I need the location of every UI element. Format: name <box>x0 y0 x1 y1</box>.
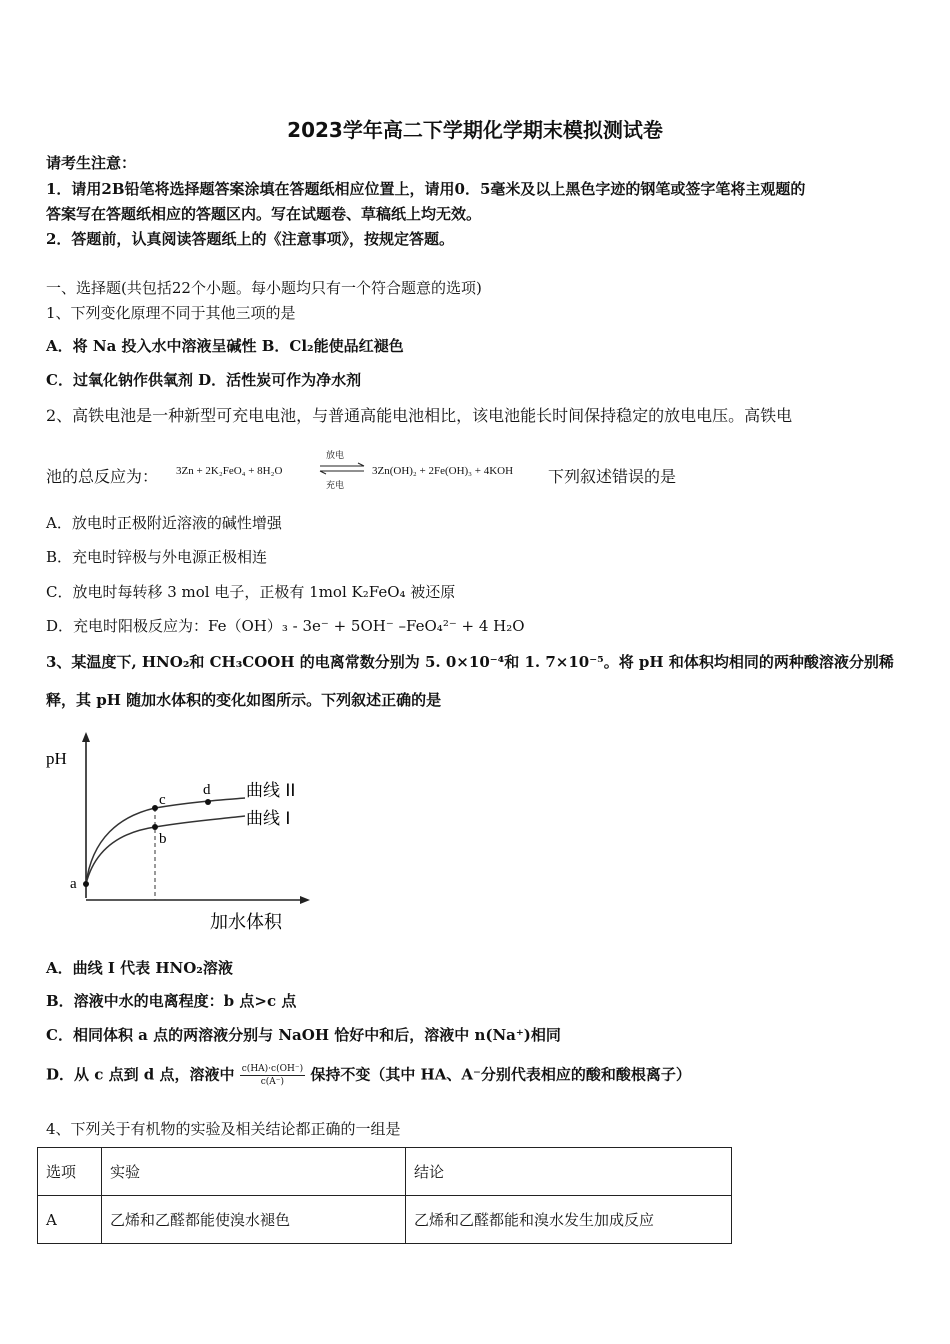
point-d <box>205 799 211 805</box>
cell-option: A <box>38 1196 102 1244</box>
y-axis-label: pH <box>46 749 67 768</box>
header-experiment: 实验 <box>102 1148 406 1196</box>
equation-reactants: 3Zn + 2K₂FeO₄ + 8H₂O <box>176 465 283 477</box>
q3-stem-line-2: 释，其 pH 随加水体积的变化如图所示。下列叙述正确的是 <box>46 691 442 709</box>
q2-option-a: A．放电时正极附近溶液的碱性增强 <box>46 514 282 532</box>
y-axis-arrow-icon <box>82 732 90 742</box>
q3-option-c: C．相同体积 a 点的两溶液分别与 NaOH 恰好中和后，溶液中 n(Na⁺)相同 <box>46 1026 561 1044</box>
q2-option-c: C．放电时每转移 3 mol 电子，正极有 1mol K₂FeO₄ 被还原 <box>46 583 456 601</box>
curve-i-label: 曲线 I <box>246 809 291 829</box>
q4-table <box>37 1147 732 1244</box>
q2-option-b: B．充电时锌极与外电源正极相连 <box>46 548 268 566</box>
fraction-denominator: c(A⁻) <box>260 1077 285 1087</box>
table-header-row <box>38 1148 732 1196</box>
fraction <box>240 1063 305 1088</box>
fraction-numerator: c(HA)·c(OH⁻) <box>241 1064 304 1074</box>
q3-option-a: A．曲线 I 代表 HNO₂溶液 <box>46 959 233 977</box>
double-arrow-icon <box>318 462 366 476</box>
q1-options-cd: C．过氧化钠作供氧剂 D．活性炭可作为净水剂 <box>46 371 362 389</box>
page-title: 2023学年高二下学期化学期末模拟测试卷 <box>287 118 663 142</box>
point-b <box>152 824 158 830</box>
header-conclusion: 结论 <box>406 1148 732 1196</box>
notice-heading: 请考生注意： <box>46 154 137 172</box>
q2-stem-line-2a: 池的总反应为： <box>46 467 159 486</box>
notice-line-3: 2．答题前，认真阅读答题纸上的《注意事项》，按规定答题。 <box>46 230 454 248</box>
notice-line-2: 答案写在答题纸相应的答题区内。写在试题卷、草稿纸上均无效。 <box>46 205 482 223</box>
q2-option-d: D．充电时阳极反应为：Fe（OH）₃ - 3e⁻ + 5OH⁻ –FeO₄²⁻ + 4 H₂O <box>46 617 525 635</box>
table-row <box>38 1196 732 1244</box>
header-option: 选项 <box>38 1148 102 1196</box>
charge-label: 充电 <box>326 481 345 491</box>
notice-line-1: 1．请用2B铅笔将选择题答案涂填在答题纸相应位置上，请用0．5毫米及以上黑色字迹的钢笔或签字笔将主观题的 <box>46 180 806 198</box>
q3-option-d <box>46 1063 691 1088</box>
ph-dilution-graph <box>40 728 320 943</box>
q2-stem-line-2b: 下列叙述错误的是 <box>548 467 677 486</box>
equilibrium-arrows <box>318 448 366 494</box>
curve-ii-label: 曲线 II <box>246 781 296 801</box>
discharge-label: 放电 <box>326 451 345 461</box>
point-a <box>83 881 89 887</box>
q2-stem-line-1: 2、高铁电池是一种新型可充电电池，与普通高能电池相比，该电池能长时间保持稳定的放电电压。高铁电 <box>46 406 793 425</box>
q3-stem-line-1: 3、某温度下, HNO₂和 CH₃COOH 的电离常数分别为 5. 0×10⁻⁴和 1. 7×10⁻⁵。将 pH 和体积均相同的两种酸溶液分别稀 <box>46 653 894 671</box>
q4-stem: 4、下列关于有机物的实验及相关结论都正确的一组是 <box>46 1120 401 1138</box>
label-b: b <box>159 831 167 847</box>
label-c: c <box>159 792 166 808</box>
label-d: d <box>203 782 211 798</box>
cell-conclusion: 乙烯和乙醛都能和溴水发生加成反应 <box>406 1196 732 1244</box>
q3-option-b: B．溶液中水的电离程度：b 点>c 点 <box>46 992 297 1010</box>
section-heading: 一、选择题(共包括22个小题。每小题均只有一个符合题意的选项) <box>46 279 482 297</box>
x-axis-arrow-icon <box>300 896 310 904</box>
curve-i <box>86 816 245 884</box>
q3-option-d-prefix: D．从 c 点到 d 点，溶液中 <box>46 1065 235 1084</box>
equation-products: 3Zn(OH)₂ + 2Fe(OH)₃ + 4KOH <box>372 465 514 477</box>
cell-experiment: 乙烯和乙醛都能使溴水褪色 <box>102 1196 406 1244</box>
point-c <box>152 805 158 811</box>
q1-options-ab: A．将 Na 投入水中溶液呈碱性 B．Cl₂能使品红褪色 <box>46 337 404 355</box>
label-a: a <box>70 876 77 892</box>
q3-option-d-suffix: 保持不变（其中 HA、A⁻分别代表相应的酸和酸根离子） <box>310 1065 691 1084</box>
x-axis-label: 加水体积 <box>210 912 282 933</box>
q1-stem: 1、下列变化原理不同于其他三项的是 <box>46 304 296 322</box>
